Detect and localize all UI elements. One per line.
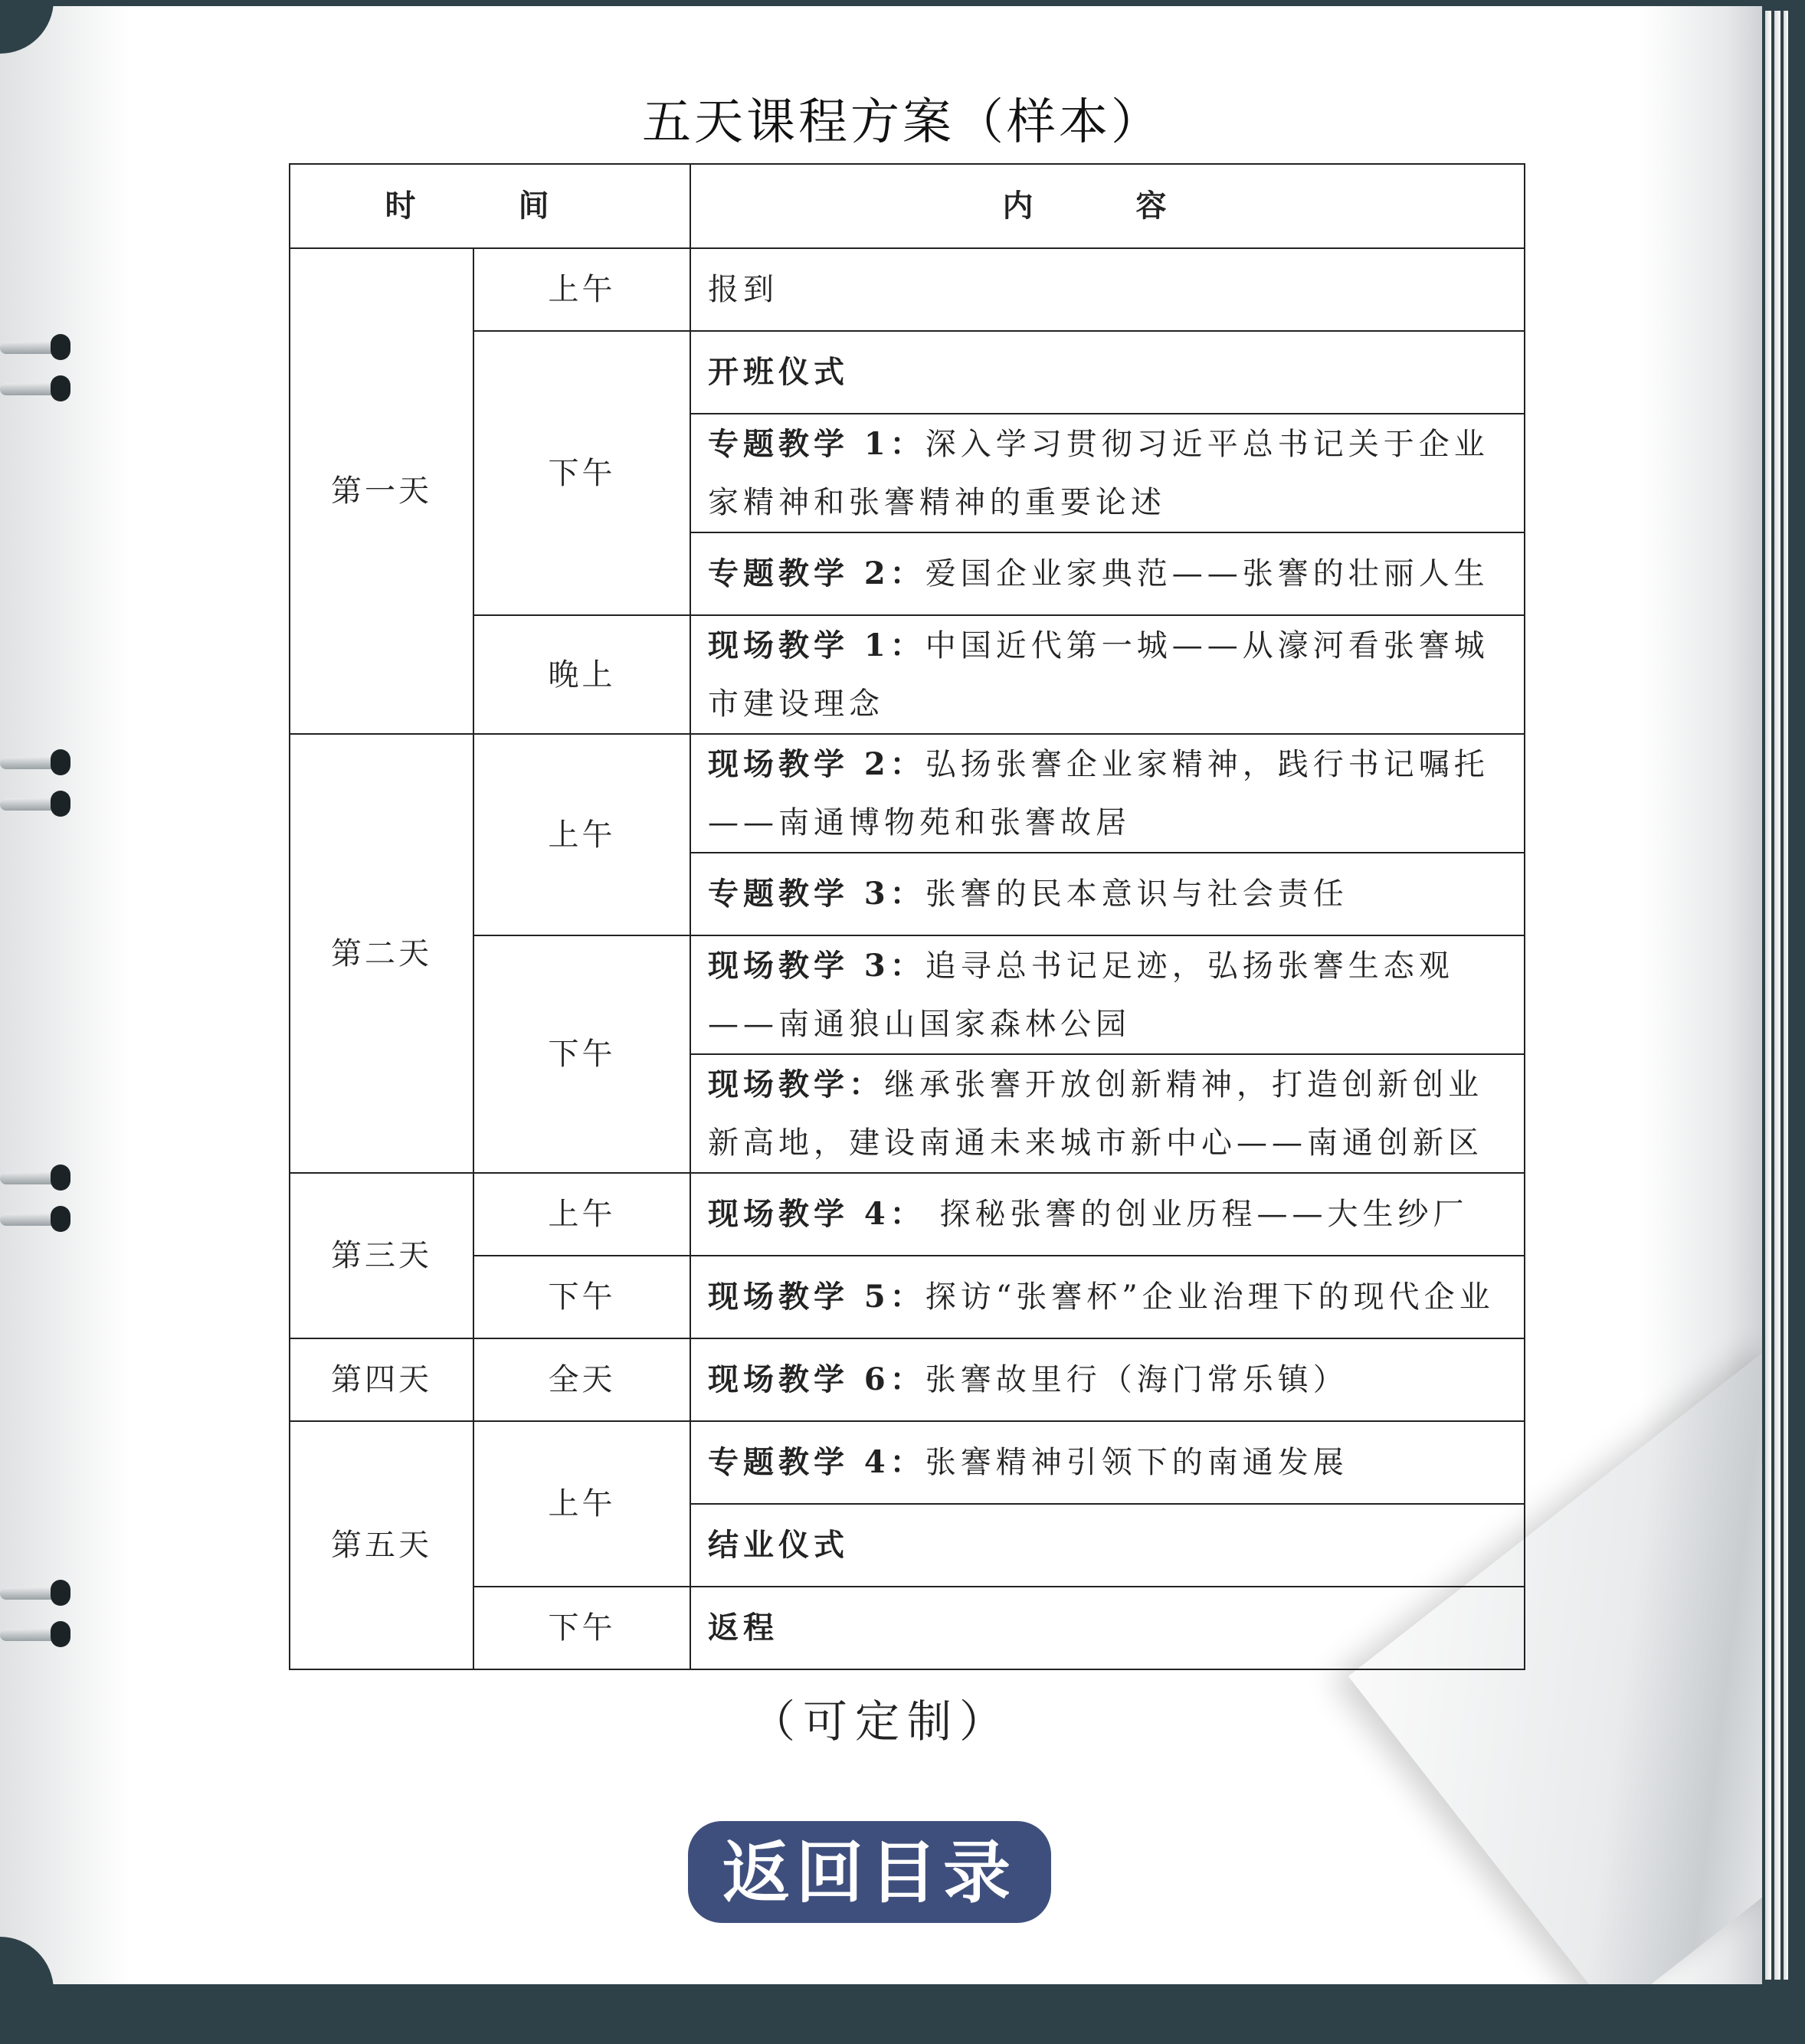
time-cell: 全天	[473, 1338, 690, 1421]
binder-ring	[0, 1164, 69, 1191]
table-header-row	[290, 164, 1525, 248]
time-cell: 上午	[473, 734, 690, 935]
day-cell: 第四天	[290, 1338, 473, 1421]
page-title: 五天课程方案（样本）	[642, 94, 1163, 151]
content-cell: 专题教学 1：深入学习贯彻习近平总书记关于企业家精神和张謇精神的重要论述	[690, 414, 1525, 532]
table-row	[290, 1256, 1525, 1338]
binder-ring	[0, 375, 69, 401]
binder-ring	[0, 1580, 69, 1606]
content-cell: 现场教学 3：追寻总书记足迹，弘扬张謇生态观——南通狼山国家森林公园	[690, 935, 1525, 1054]
table-row	[290, 331, 1525, 414]
time-cell: 晚上	[473, 615, 690, 734]
time-cell: 上午	[473, 1173, 690, 1256]
table-row	[290, 1421, 1525, 1504]
binder-ring	[0, 1206, 69, 1232]
time-cell: 上午	[473, 248, 690, 331]
day-cell: 第五天	[290, 1421, 473, 1669]
day-cell: 第一天	[290, 248, 473, 734]
table-row	[290, 1338, 1525, 1421]
content-cell: 现场教学：继承张謇开放创新精神，打造创新创业新高地，建设南通未来城市新中心——南通创新区	[690, 1054, 1525, 1173]
table-row	[290, 1587, 1525, 1669]
table-row	[290, 1173, 1525, 1256]
header-time: 时 间	[290, 164, 690, 248]
table-row	[290, 615, 1525, 734]
page-stack-edge	[1765, 11, 1771, 1980]
customizable-note: （可定制）	[750, 1695, 1011, 1748]
content-cell: 现场教学 4： 探秘张謇的创业历程——大生纱厂	[690, 1173, 1525, 1256]
time-cell: 下午	[473, 1256, 690, 1338]
binder-ring	[0, 1621, 69, 1647]
content-cell: 开班仪式	[690, 331, 1525, 414]
time-cell: 下午	[473, 1587, 690, 1669]
binder-ring	[0, 791, 69, 817]
page-stack-edge	[1774, 11, 1780, 1980]
table-row	[290, 734, 1525, 853]
header-content: 内 容	[690, 164, 1525, 248]
binder-ring	[0, 749, 69, 775]
content-cell: 专题教学 2：爱国企业家典范——张謇的壮丽人生	[690, 532, 1525, 615]
course-schedule-table	[289, 163, 1525, 1670]
back-to-contents-button[interactable]: 返回目录	[688, 1821, 1051, 1923]
content-cell: 结业仪式	[690, 1504, 1525, 1587]
binder-ring	[0, 334, 69, 360]
time-cell: 上午	[473, 1421, 690, 1587]
content-cell: 专题教学 3：张謇的民本意识与社会责任	[690, 853, 1525, 935]
table-row	[290, 935, 1525, 1054]
page-stack-edge	[1784, 11, 1788, 1980]
table-row	[290, 248, 1525, 331]
content-cell: 现场教学 6：张謇故里行（海门常乐镇）	[690, 1338, 1525, 1421]
content-cell: 现场教学 5：探访“张謇杯”企业治理下的现代企业	[690, 1256, 1525, 1338]
time-cell: 下午	[473, 331, 690, 615]
content-cell: 现场教学 2：弘扬张謇企业家精神，践行书记嘱托——南通博物苑和张謇故居	[690, 734, 1525, 853]
content-cell: 返程	[690, 1587, 1525, 1669]
content-cell: 专题教学 4：张謇精神引领下的南通发展	[690, 1421, 1525, 1504]
content-cell: 现场教学 1：中国近代第一城——从濠河看张謇城市建设理念	[690, 615, 1525, 734]
day-cell: 第二天	[290, 734, 473, 1173]
day-cell: 第三天	[290, 1173, 473, 1338]
time-cell: 下午	[473, 935, 690, 1173]
content-cell: 报到	[690, 248, 1525, 331]
